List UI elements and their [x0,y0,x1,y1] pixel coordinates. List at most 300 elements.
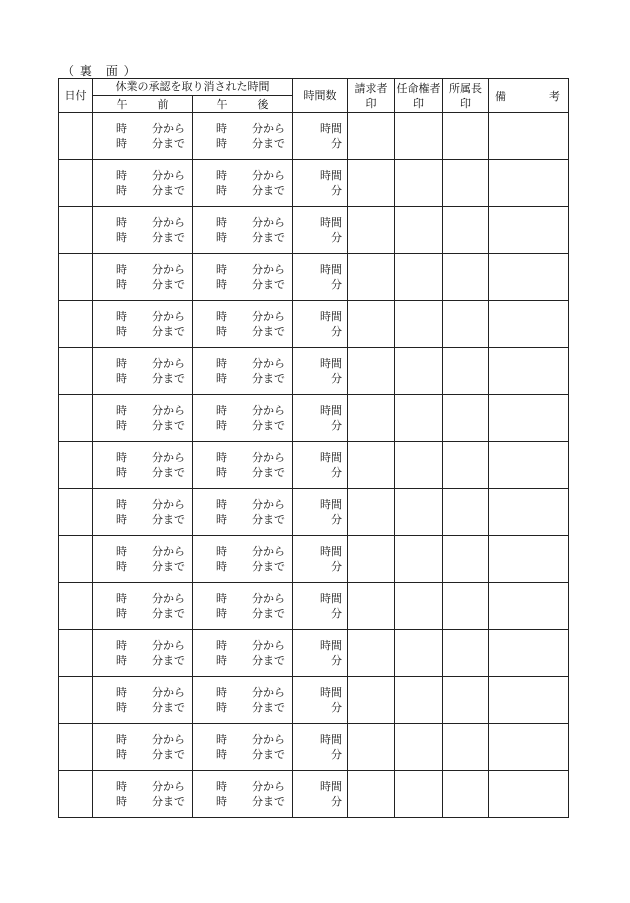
am-from-hour-label: 時 [116,639,127,652]
date-cell[interactable] [59,113,93,160]
date-cell[interactable] [59,395,93,442]
date-cell[interactable] [59,442,93,489]
notes-cell[interactable] [489,301,569,348]
pm-from-hour-label: 時 [216,639,227,652]
am-to-hour-label: 時 [116,513,127,526]
head-seal-cell[interactable] [443,771,489,818]
notes-cell[interactable] [489,207,569,254]
requester-seal-cell[interactable] [348,677,395,724]
minutes-unit-label: 分 [331,466,342,479]
pm-from-minute-label: 分から [252,122,285,135]
pm-to-hour-label: 時 [216,137,227,150]
am-time-cell[interactable] [93,254,193,301]
minutes-unit-label: 分 [331,278,342,291]
am-time-cell[interactable] [93,442,193,489]
header-date: 日付 [59,79,93,113]
pm-to-minute-label: 分まで [252,137,285,150]
pm-from-hour-label: 時 [216,310,227,323]
pm-to-minute-label: 分まで [252,278,285,291]
table-row [59,677,569,724]
appointer-seal-cell[interactable] [395,348,443,395]
date-cell[interactable] [59,489,93,536]
pm-time-cell[interactable] [193,113,293,160]
pm-time-cell[interactable] [193,630,293,677]
date-cell[interactable] [59,160,93,207]
head-seal-cell[interactable] [443,536,489,583]
appointer-seal-cell[interactable] [395,724,443,771]
am-to-minute-label: 分まで [152,137,185,150]
pm-to-hour-label: 時 [216,184,227,197]
am-to-hour-label: 時 [116,795,127,808]
hours-cell[interactable] [293,771,348,818]
am-from-minute-label: 分から [152,169,185,182]
hours-cell[interactable] [293,442,348,489]
am-to-minute-label: 分まで [152,607,185,620]
hours-unit-label: 時間 [320,780,342,793]
pm-from-hour-label: 時 [216,498,227,511]
pm-from-hour-label: 時 [216,357,227,370]
hours-unit-label: 時間 [320,263,342,276]
date-cell[interactable] [59,771,93,818]
date-cell[interactable] [59,630,93,677]
hours-cell[interactable] [293,724,348,771]
pm-from-hour-label: 時 [216,263,227,276]
hours-unit-label: 時間 [320,545,342,558]
pm-to-hour-label: 時 [216,231,227,244]
am-to-minute-label: 分まで [152,701,185,714]
pm-time-cell[interactable] [193,677,293,724]
am-from-minute-label: 分から [152,404,185,417]
appointer-seal-cell[interactable] [395,395,443,442]
hours-unit-label: 時間 [320,592,342,605]
table-row [59,254,569,301]
notes-cell[interactable] [489,395,569,442]
head-seal-cell[interactable] [443,160,489,207]
header-pm-char-1: 午 [216,98,228,111]
pm-to-minute-label: 分まで [252,560,285,573]
table-row [59,536,569,583]
hours-unit-label: 時間 [320,310,342,323]
am-from-hour-label: 時 [116,780,127,793]
appointer-seal-cell[interactable] [395,583,443,630]
am-to-hour-label: 時 [116,654,127,667]
am-to-minute-label: 分まで [152,795,185,808]
am-to-minute-label: 分まで [152,560,185,573]
am-time-cell[interactable] [93,301,193,348]
am-from-hour-label: 時 [116,310,127,323]
appointer-seal-cell[interactable] [395,771,443,818]
requester-seal-cell[interactable] [348,160,395,207]
am-from-minute-label: 分から [152,498,185,511]
hours-cell[interactable] [293,677,348,724]
header-appointer-label: 任命権者 [396,81,441,95]
head-seal-cell[interactable] [443,113,489,160]
requester-seal-cell[interactable] [348,489,395,536]
am-to-hour-label: 時 [116,748,127,761]
table-row [59,583,569,630]
table-row [59,348,569,395]
minutes-unit-label: 分 [331,419,342,432]
am-to-hour-label: 時 [116,231,127,244]
pm-from-minute-label: 分から [252,451,285,464]
hours-cell[interactable] [293,254,348,301]
header-requester [348,79,395,113]
requester-seal-cell[interactable] [348,301,395,348]
date-cell[interactable] [59,254,93,301]
pm-from-minute-label: 分から [252,733,285,746]
requester-seal-cell[interactable] [348,113,395,160]
hours-unit-label: 時間 [320,451,342,464]
date-cell[interactable] [59,677,93,724]
hours-unit-label: 時間 [320,357,342,370]
notes-cell[interactable] [489,254,569,301]
pm-to-minute-label: 分まで [252,654,285,667]
pm-to-minute-label: 分まで [252,701,285,714]
am-from-minute-label: 分から [152,639,185,652]
appointer-seal-cell[interactable] [395,113,443,160]
am-time-cell[interactable] [93,160,193,207]
date-cell[interactable] [59,724,93,771]
header-requester-label: 請求者 [354,81,388,95]
pm-to-hour-label: 時 [216,748,227,761]
appointer-seal-cell[interactable] [395,442,443,489]
am-from-hour-label: 時 [116,451,127,464]
requester-seal-cell[interactable] [348,442,395,489]
header-notes [489,79,569,113]
hours-cell[interactable] [293,301,348,348]
am-to-minute-label: 分まで [152,184,185,197]
pm-from-minute-label: 分から [252,780,285,793]
requester-seal-cell[interactable] [348,254,395,301]
pm-time-cell[interactable] [193,395,293,442]
requester-seal-cell[interactable] [348,536,395,583]
hours-cell[interactable] [293,113,348,160]
head-seal-cell[interactable] [443,630,489,677]
appointer-seal-cell[interactable] [395,630,443,677]
pm-to-hour-label: 時 [216,795,227,808]
am-from-minute-label: 分から [152,263,185,276]
am-time-cell[interactable] [93,724,193,771]
requester-seal-cell[interactable] [348,395,395,442]
am-time-cell[interactable] [93,536,193,583]
minutes-unit-label: 分 [331,231,342,244]
table-row [59,489,569,536]
am-time-cell[interactable] [93,583,193,630]
hours-cell[interactable] [293,536,348,583]
notes-cell[interactable] [489,724,569,771]
pm-from-hour-label: 時 [216,169,227,182]
pm-from-minute-label: 分から [252,169,285,182]
pm-from-hour-label: 時 [216,733,227,746]
am-to-minute-label: 分まで [152,231,185,244]
table-row [59,630,569,677]
minutes-unit-label: 分 [331,654,342,667]
head-seal-cell[interactable] [443,583,489,630]
head-seal-cell[interactable] [443,348,489,395]
minutes-unit-label: 分 [331,325,342,338]
pm-from-minute-label: 分から [252,357,285,370]
pm-to-minute-label: 分まで [252,231,285,244]
hours-unit-label: 時間 [320,733,342,746]
am-from-hour-label: 時 [116,498,127,511]
am-time-cell[interactable] [93,771,193,818]
date-cell[interactable] [59,207,93,254]
pm-to-hour-label: 時 [216,607,227,620]
pm-from-minute-label: 分から [252,498,285,511]
am-from-minute-label: 分から [152,733,185,746]
am-from-hour-label: 時 [116,404,127,417]
am-from-minute-label: 分から [152,592,185,605]
appointer-seal-cell[interactable] [395,489,443,536]
notes-cell[interactable] [489,489,569,536]
am-from-hour-label: 時 [116,357,127,370]
notes-cell[interactable] [489,442,569,489]
hours-cell[interactable] [293,583,348,630]
pm-to-minute-label: 分まで [252,184,285,197]
notes-cell[interactable] [489,348,569,395]
pm-to-hour-label: 時 [216,701,227,714]
minutes-unit-label: 分 [331,748,342,761]
am-from-hour-label: 時 [116,169,127,182]
am-to-hour-label: 時 [116,184,127,197]
am-time-cell[interactable] [93,395,193,442]
date-cell[interactable] [59,301,93,348]
am-time-cell[interactable] [93,113,193,160]
pm-from-minute-label: 分から [252,263,285,276]
pm-from-hour-label: 時 [216,216,227,229]
am-to-minute-label: 分まで [152,325,185,338]
minutes-unit-label: 分 [331,607,342,620]
appointer-seal-cell[interactable] [395,207,443,254]
appointer-seal-cell[interactable] [395,254,443,301]
am-to-hour-label: 時 [116,701,127,714]
header-pm [193,96,293,113]
pm-to-hour-label: 時 [216,372,227,385]
pm-to-hour-label: 時 [216,560,227,573]
am-to-hour-label: 時 [116,278,127,291]
header-appointer-seal: 印 [413,96,424,110]
hours-unit-label: 時間 [320,498,342,511]
notes-cell[interactable] [489,630,569,677]
header-head-label: 所属長 [449,81,482,95]
table-row [59,771,569,818]
pm-to-hour-label: 時 [216,513,227,526]
pm-time-cell[interactable] [193,771,293,818]
am-to-hour-label: 時 [116,560,127,573]
pm-to-minute-label: 分まで [252,372,285,385]
date-cell[interactable] [59,348,93,395]
page-side-label: （ 裏 面 ） [62,64,137,78]
hours-cell[interactable] [293,630,348,677]
head-seal-cell[interactable] [443,301,489,348]
am-from-hour-label: 時 [116,263,127,276]
header-notes-char-1: 備 [495,89,506,103]
am-time-cell[interactable] [93,677,193,724]
appointer-seal-cell[interactable] [395,536,443,583]
am-from-hour-label: 時 [116,216,127,229]
am-from-hour-label: 時 [116,545,127,558]
pm-from-hour-label: 時 [216,592,227,605]
am-to-minute-label: 分まで [152,372,185,385]
am-to-hour-label: 時 [116,372,127,385]
hours-cell[interactable] [293,395,348,442]
pm-from-hour-label: 時 [216,122,227,135]
am-time-cell[interactable] [93,207,193,254]
pm-time-cell[interactable] [193,160,293,207]
am-to-hour-label: 時 [116,137,127,150]
minutes-unit-label: 分 [331,137,342,150]
am-from-hour-label: 時 [116,592,127,605]
hours-unit-label: 時間 [320,639,342,652]
appointer-seal-cell[interactable] [395,160,443,207]
pm-to-hour-label: 時 [216,419,227,432]
header-cancelled-time: 休業の承認を取り消された時間 [93,79,293,96]
appointer-seal-cell[interactable] [395,301,443,348]
requester-seal-cell[interactable] [348,724,395,771]
am-to-minute-label: 分まで [152,419,185,432]
header-am [93,96,193,113]
am-to-hour-label: 時 [116,466,127,479]
notes-cell[interactable] [489,536,569,583]
pm-time-cell[interactable] [193,536,293,583]
pm-to-hour-label: 時 [216,654,227,667]
am-to-minute-label: 分まで [152,748,185,761]
notes-cell[interactable] [489,583,569,630]
am-from-minute-label: 分から [152,451,185,464]
hours-unit-label: 時間 [320,122,342,135]
hours-cell[interactable] [293,348,348,395]
pm-to-hour-label: 時 [216,325,227,338]
pm-time-cell[interactable] [193,254,293,301]
header-head-seal: 印 [460,96,471,110]
date-cell[interactable] [59,536,93,583]
head-seal-cell[interactable] [443,207,489,254]
head-seal-cell[interactable] [443,677,489,724]
pm-from-minute-label: 分から [252,639,285,652]
head-seal-cell[interactable] [443,489,489,536]
head-seal-cell[interactable] [443,442,489,489]
am-from-minute-label: 分から [152,122,185,135]
notes-cell[interactable] [489,677,569,724]
date-cell[interactable] [59,583,93,630]
pm-from-minute-label: 分から [252,216,285,229]
am-from-minute-label: 分から [152,686,185,699]
minutes-unit-label: 分 [331,795,342,808]
am-to-minute-label: 分まで [152,466,185,479]
header-hours: 時間数 [293,79,348,113]
header-requester-seal: 印 [365,96,377,110]
header-department-head [443,79,489,113]
header-am-char-2: 前 [157,98,169,111]
pm-time-cell[interactable] [193,207,293,254]
minutes-unit-label: 分 [331,701,342,714]
am-to-minute-label: 分まで [152,654,185,667]
am-from-hour-label: 時 [116,122,127,135]
am-from-minute-label: 分から [152,545,185,558]
minutes-unit-label: 分 [331,372,342,385]
pm-time-cell[interactable] [193,489,293,536]
pm-from-hour-label: 時 [216,686,227,699]
requester-seal-cell[interactable] [348,630,395,677]
am-time-cell[interactable] [93,348,193,395]
pm-to-minute-label: 分まで [252,513,285,526]
notes-cell[interactable] [489,113,569,160]
hours-unit-label: 時間 [320,169,342,182]
table-row [59,442,569,489]
minutes-unit-label: 分 [331,184,342,197]
pm-time-cell[interactable] [193,442,293,489]
requester-seal-cell[interactable] [348,348,395,395]
pm-from-hour-label: 時 [216,545,227,558]
am-from-hour-label: 時 [116,733,127,746]
pm-from-minute-label: 分から [252,545,285,558]
minutes-unit-label: 分 [331,560,342,573]
pm-time-cell[interactable] [193,583,293,630]
head-seal-cell[interactable] [443,724,489,771]
header-notes-char-2: 考 [549,89,560,103]
table-row [59,395,569,442]
am-time-cell[interactable] [93,630,193,677]
am-from-minute-label: 分から [152,310,185,323]
am-from-minute-label: 分から [152,216,185,229]
hours-unit-label: 時間 [320,216,342,229]
pm-to-minute-label: 分まで [252,748,285,761]
hours-cell[interactable] [293,160,348,207]
hours-cell[interactable] [293,207,348,254]
pm-from-minute-label: 分から [252,686,285,699]
am-to-hour-label: 時 [116,607,127,620]
head-seal-cell[interactable] [443,254,489,301]
pm-from-minute-label: 分から [252,592,285,605]
pm-from-minute-label: 分から [252,310,285,323]
am-to-hour-label: 時 [116,419,127,432]
pm-to-minute-label: 分まで [252,419,285,432]
requester-seal-cell[interactable] [348,771,395,818]
pm-from-hour-label: 時 [216,780,227,793]
pm-to-minute-label: 分まで [252,795,285,808]
table-row [59,113,569,160]
requester-seal-cell[interactable] [348,207,395,254]
table-row [59,301,569,348]
hours-unit-label: 時間 [320,404,342,417]
am-from-minute-label: 分から [152,357,185,370]
head-seal-cell[interactable] [443,395,489,442]
pm-time-cell[interactable] [193,301,293,348]
pm-time-cell[interactable] [193,348,293,395]
pm-from-minute-label: 分から [252,404,285,417]
am-from-hour-label: 時 [116,686,127,699]
pm-to-hour-label: 時 [216,466,227,479]
requester-seal-cell[interactable] [348,583,395,630]
pm-to-minute-label: 分まで [252,325,285,338]
am-to-hour-label: 時 [116,325,127,338]
notes-cell[interactable] [489,771,569,818]
leave-cancellation-table [58,78,569,818]
hours-cell[interactable] [293,489,348,536]
pm-from-hour-label: 時 [216,451,227,464]
pm-from-hour-label: 時 [216,404,227,417]
header-pm-char-2: 後 [257,98,269,111]
header-appointer [395,79,443,113]
header-am-char-1: 午 [116,98,128,111]
am-time-cell[interactable] [93,489,193,536]
appointer-seal-cell[interactable] [395,677,443,724]
pm-to-minute-label: 分まで [252,607,285,620]
notes-cell[interactable] [489,160,569,207]
am-to-minute-label: 分まで [152,278,185,291]
pm-time-cell[interactable] [193,724,293,771]
am-to-minute-label: 分まで [152,513,185,526]
